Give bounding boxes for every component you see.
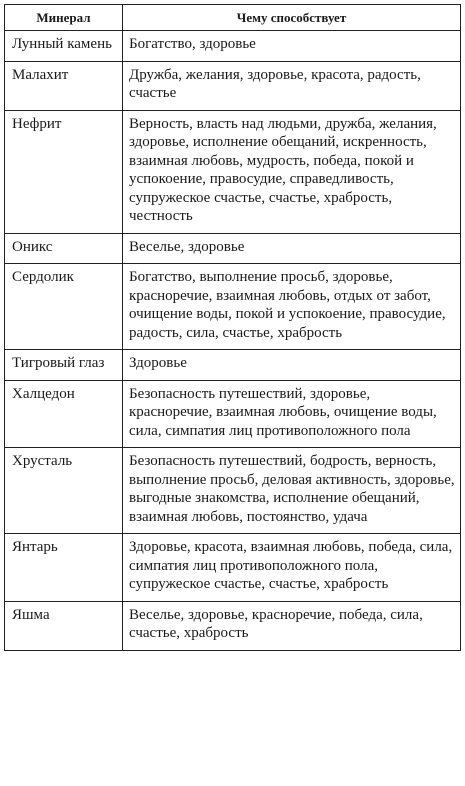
table-row — [5, 601, 461, 650]
table-row — [5, 264, 461, 350]
mineral-benefits: Верность, власть над людьми, дружба, желания, здоровье, исполнение обещаний, искренность, взаимная любовь, мудрость, победа, покой и успокоение, правосудие, справедливость, супружеское счастье, счастье, храбрость, честность — [123, 110, 461, 233]
mineral-name: Халцедон — [5, 380, 123, 448]
mineral-benefits: Дружба, желания, здоровье, красота, радость, счастье — [123, 61, 461, 110]
header-mineral: Минерал — [5, 5, 123, 31]
mineral-name: Сердолик — [5, 264, 123, 350]
mineral-benefits: Здоровье — [123, 350, 461, 381]
mineral-benefits: Веселье, здоровье — [123, 233, 461, 264]
mineral-name: Яшма — [5, 601, 123, 650]
mineral-name: Нефрит — [5, 110, 123, 233]
table-row — [5, 110, 461, 233]
table-row — [5, 380, 461, 448]
mineral-benefits: Безопасность путешествий, здоровье, красноречие, взаимная любовь, очищение воды, сила, симпатия лиц противоположного пола — [123, 380, 461, 448]
mineral-name: Лунный камень — [5, 31, 123, 62]
table-row — [5, 31, 461, 62]
table-header-row — [5, 5, 461, 31]
mineral-name: Тигровый глаз — [5, 350, 123, 381]
mineral-benefits: Веселье, здоровье, красноречие, победа, сила, счастье, храбрость — [123, 601, 461, 650]
mineral-name: Янтарь — [5, 534, 123, 602]
table-row — [5, 448, 461, 534]
minerals-table — [4, 4, 461, 651]
mineral-benefits: Богатство, здоровье — [123, 31, 461, 62]
mineral-benefits: Богатство, выполнение просьб, здоровье, красноречие, взаимная любовь, отдых от забот, очищение воды, покой и успокоение, правосудие, радость, сила, счастье, храбрость — [123, 264, 461, 350]
mineral-name: Оникс — [5, 233, 123, 264]
table-row — [5, 233, 461, 264]
table-row — [5, 61, 461, 110]
mineral-name: Малахит — [5, 61, 123, 110]
mineral-benefits: Здоровье, красота, взаимная любовь, победа, сила, симпатия лиц противоположного пола, супружеское счастье, счастье, храбрость — [123, 534, 461, 602]
mineral-benefits: Безопасность путешествий, бодрость, верность, выполнение просьб, деловая активность, здоровье, выгодные знакомства, исполнение обещаний, взаимная любовь, постоянство, удача — [123, 448, 461, 534]
table-row — [5, 534, 461, 602]
header-benefits: Чему способствует — [123, 5, 461, 31]
table-row — [5, 350, 461, 381]
mineral-name: Хрусталь — [5, 448, 123, 534]
